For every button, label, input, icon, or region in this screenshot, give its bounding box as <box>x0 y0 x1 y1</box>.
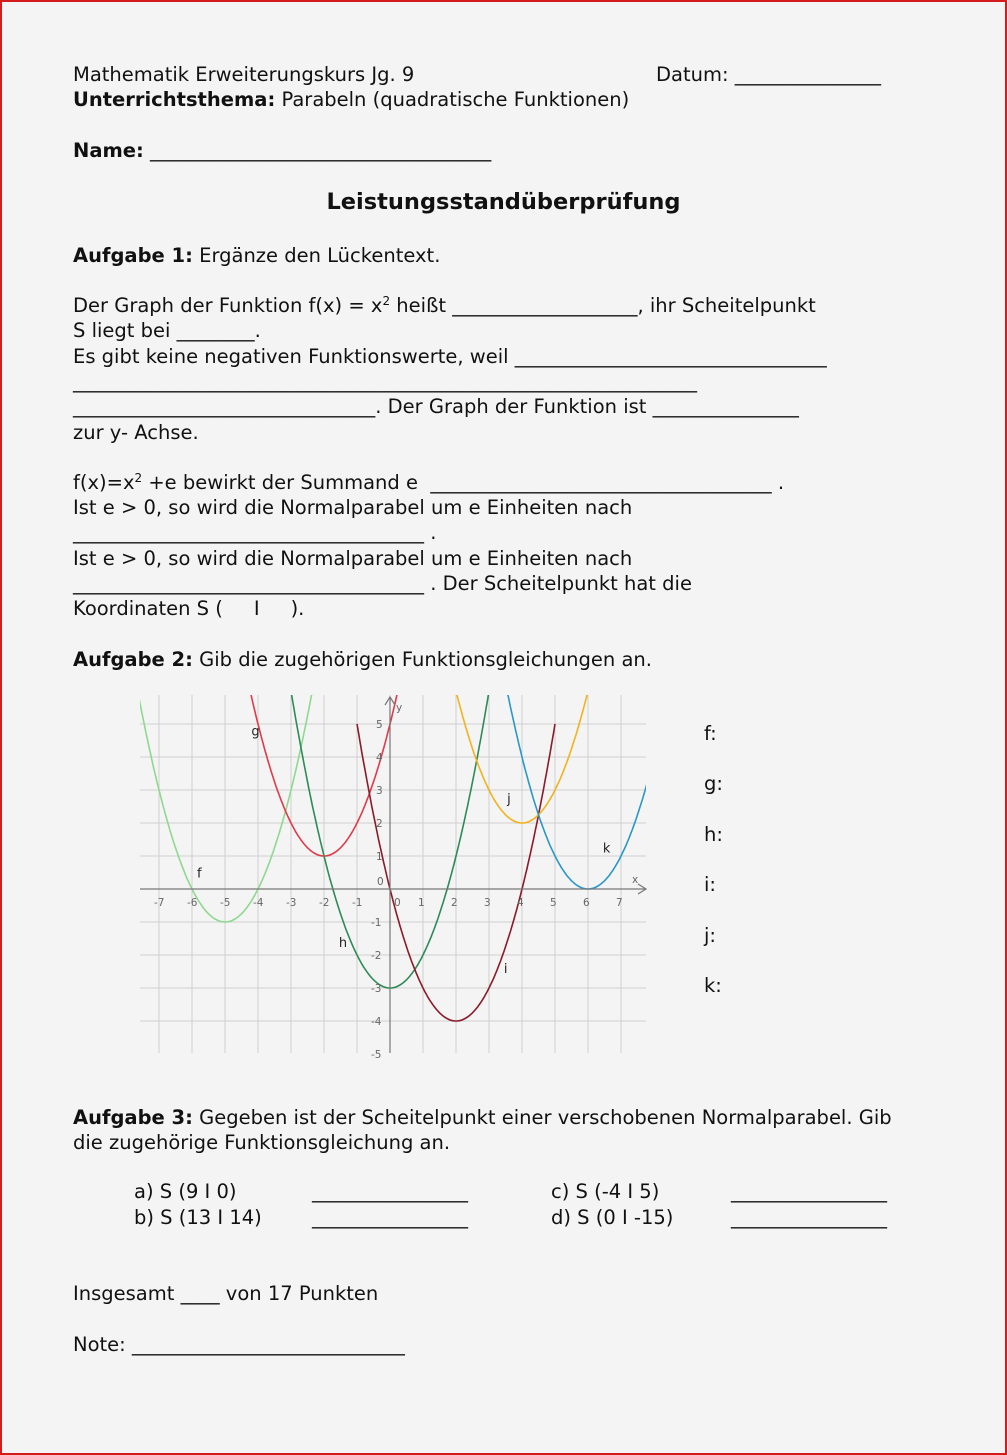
x-tick-label: 0 <box>394 897 401 909</box>
date-blank[interactable]: _______________ <box>734 63 881 86</box>
task1-l7a: f(x)=x <box>73 471 135 494</box>
x-tick-label: 6 <box>583 897 590 909</box>
task2-text: Gib die zugehörigen Funktionsgleichungen an. <box>192 648 652 671</box>
grid <box>140 695 646 1053</box>
y-tick-label: -3 <box>371 983 382 995</box>
parabola-label-f: f <box>196 866 202 882</box>
topic: Parabeln (quadratische Funktionen) <box>275 88 630 111</box>
topic-line <box>73 87 629 112</box>
x-tick-label: -1 <box>352 897 363 909</box>
task3-heading <box>73 1105 892 1130</box>
x-tick-label: -6 <box>187 897 198 909</box>
task1-line-10: Ist e > 0, so wird die Normalparabel um e Einheiten nach <box>73 547 633 570</box>
parabola-label-h: h <box>338 935 348 951</box>
answer-label-h: h: <box>704 823 723 846</box>
topic-label: Unterrichtsthema: <box>73 88 276 111</box>
x-tick-label: -4 <box>253 897 264 909</box>
x-tick-label: -7 <box>154 897 165 909</box>
task1-line-7 <box>73 470 784 495</box>
grade-line: Note: ____________________________ <box>73 1333 405 1356</box>
task2-label: Aufgabe 2: <box>73 648 193 671</box>
x-axis-label: x <box>632 874 639 886</box>
task1-l7-exponent: 2 <box>134 471 143 485</box>
answer-label-g: g: <box>704 772 723 795</box>
x-tick-label: 5 <box>550 897 557 909</box>
task1-l7c: +e bewirkt der Summand e ___________________________________ . <box>142 471 785 494</box>
task3-b-blank[interactable]: ________________ <box>312 1206 468 1229</box>
y-tick-label: -4 <box>371 1016 382 1028</box>
x-tick-label: 3 <box>484 897 491 909</box>
parabola-graph <box>140 695 650 1061</box>
task1-line-6: zur y- Achse. <box>73 421 199 444</box>
y-tick-label: 3 <box>376 785 383 797</box>
task1-heading <box>73 243 440 268</box>
parabola-label-g: g <box>251 724 260 740</box>
task1-l1-exponent: 2 <box>382 294 391 308</box>
task2-heading <box>73 647 652 672</box>
date-line <box>656 62 881 87</box>
x-tick-label: -2 <box>319 897 330 909</box>
parabola-label-k: k <box>602 841 611 857</box>
y-tick-label: 1 <box>376 851 383 863</box>
task1-line-1 <box>73 293 816 318</box>
name-blank[interactable]: ___________________________________ <box>143 139 492 162</box>
answer-label-i: i: <box>704 873 716 896</box>
task1-line-9: ____________________________________ . <box>73 521 437 544</box>
task1-label: Aufgabe 1: <box>73 244 193 267</box>
task1-line-11: ____________________________________ . Der Scheitelpunkt hat die <box>73 572 692 595</box>
x-tick-label: 1 <box>418 897 425 909</box>
task3-c: c) S (-4 I 5) <box>551 1180 660 1203</box>
task3-a: a) S (9 I 0) <box>134 1180 237 1203</box>
task1-text: Ergänze den Lückentext. <box>192 244 441 267</box>
course: Mathematik Erweiterungskurs Jg. 9 <box>73 63 415 86</box>
task3-c-blank[interactable]: ________________ <box>731 1180 887 1203</box>
task3-d-blank[interactable]: ________________ <box>731 1206 887 1229</box>
total-points: Insgesamt ____ von 17 Punkten <box>73 1282 379 1305</box>
task3-text-2: die zugehörige Funktionsgleichung an. <box>73 1131 451 1154</box>
answer-label-k: k: <box>704 974 722 997</box>
y-tick-label: 5 <box>376 719 383 731</box>
y-tick-label: 2 <box>376 818 383 830</box>
answer-label-j: j: <box>704 924 716 947</box>
task3-d: d) S (0 I -15) <box>551 1206 674 1229</box>
task1-l1c: heißt ___________________, ihr Scheitelpunkt <box>390 294 816 317</box>
answer-label-f: f: <box>704 722 717 745</box>
y-tick-label: -2 <box>371 950 382 962</box>
task1-line-12: Koordinaten S ( I ). <box>73 597 305 620</box>
task3-a-blank[interactable]: ________________ <box>312 1180 468 1203</box>
y-axis-label: y <box>396 702 403 714</box>
task1-l1a: Der Graph der Funktion f(x) = x <box>73 294 383 317</box>
task3-b: b) S (13 I 14) <box>134 1206 262 1229</box>
task3-label: Aufgabe 3: <box>73 1106 193 1129</box>
name-line <box>73 138 491 163</box>
x-tick-label: -3 <box>286 897 297 909</box>
y-tick-label: -5 <box>371 1049 382 1061</box>
page-title: Leistungsstandüberprüfung <box>326 189 681 215</box>
task1-line-5: _______________________________. Der Graph der Funktion ist _______________ <box>73 395 799 418</box>
task1-line-3: Es gibt keine negativen Funktionswerte, weil ________________________________ <box>73 345 827 368</box>
x-tick-label: 4 <box>517 897 524 909</box>
name-label: Name: <box>73 139 144 162</box>
y-tick-label: -1 <box>371 917 382 929</box>
parabola-label-j: j <box>507 792 511 808</box>
task1-line-2: S liegt bei ________. <box>73 319 261 342</box>
parabola-label-i: i <box>503 962 508 978</box>
x-tick-label: 7 <box>616 897 623 909</box>
x-tick-label: 2 <box>451 897 458 909</box>
task1-line-8: Ist e > 0, so wird die Normalparabel um e Einheiten nach <box>73 496 633 519</box>
task1-line-4: ________________________________________________________________ <box>73 370 697 393</box>
task3-text: Gegeben ist der Scheitelpunkt einer verschobenen Normalparabel. Gib <box>192 1106 892 1129</box>
course-line <box>73 62 414 87</box>
origin-label: 0 <box>377 876 384 888</box>
y-tick-label: 4 <box>376 752 383 764</box>
x-tick-label: -5 <box>220 897 231 909</box>
date-label: Datum: <box>656 63 729 86</box>
